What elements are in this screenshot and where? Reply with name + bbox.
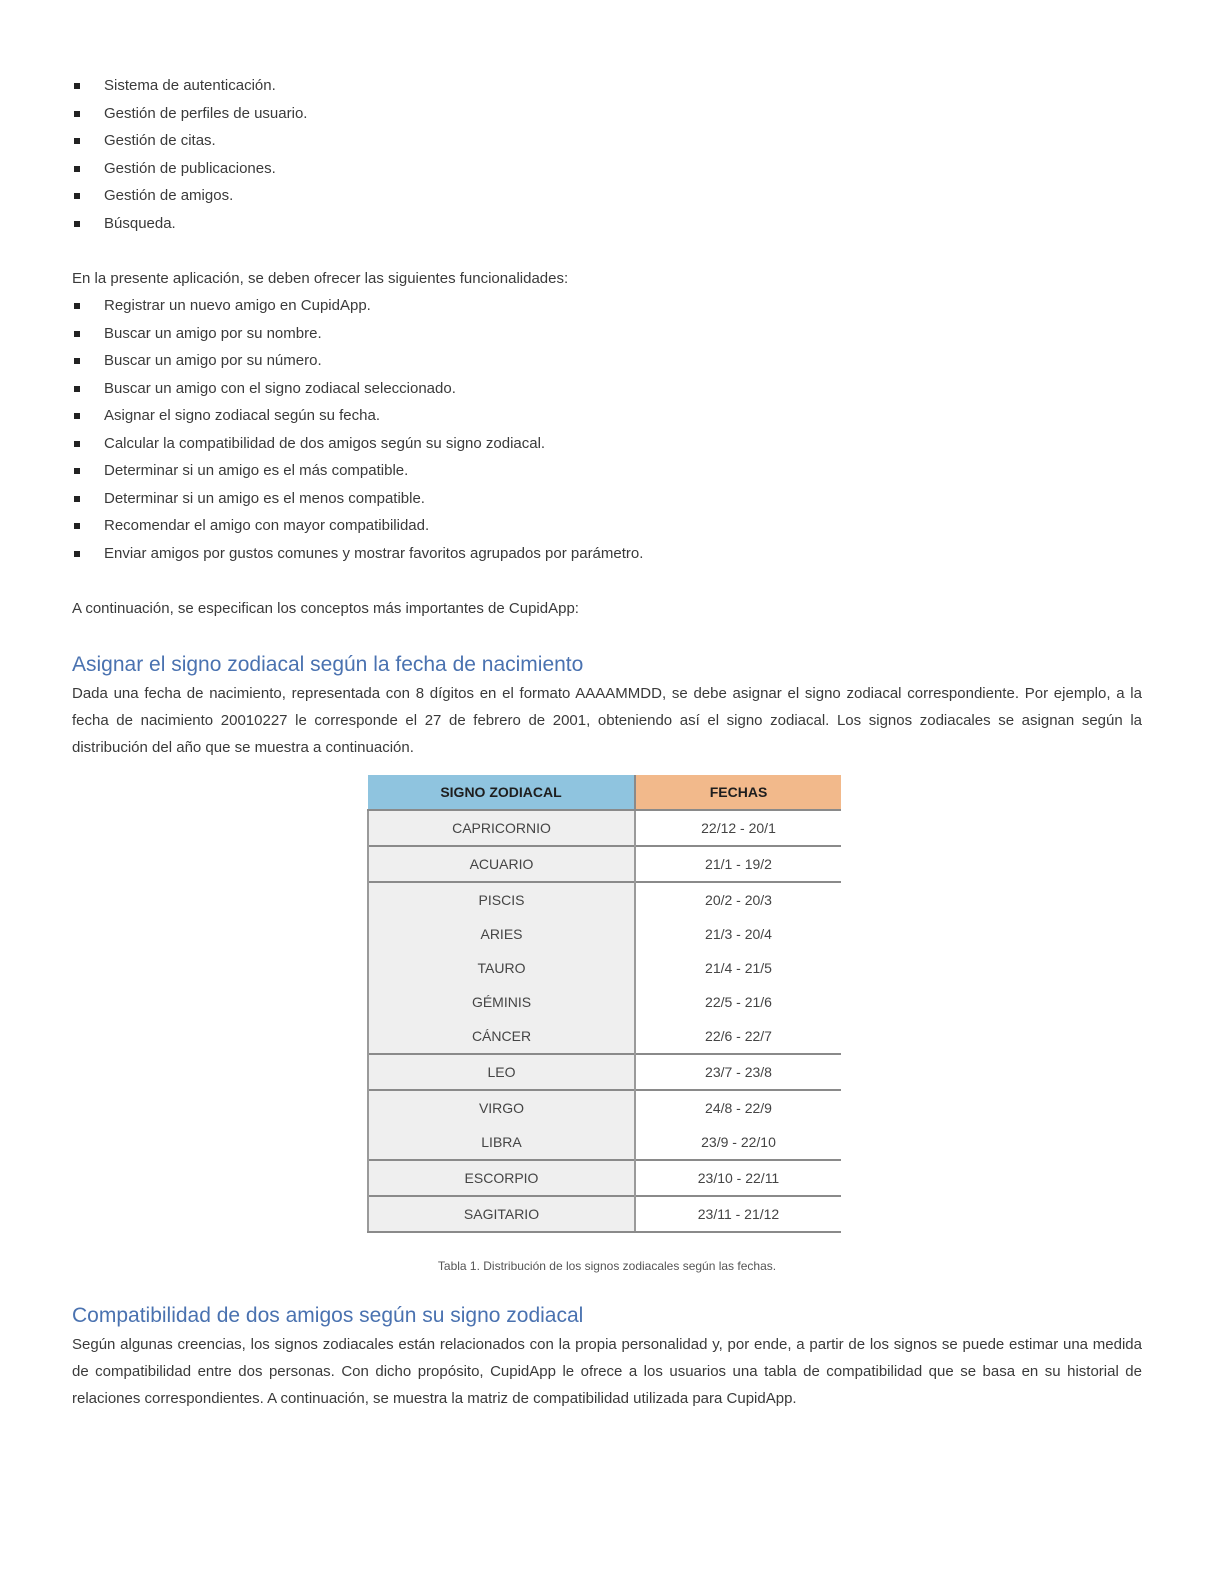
list-item: Sistema de autenticación. xyxy=(72,72,1142,100)
sign-cell: PISCIS xyxy=(368,882,635,917)
list-item: Buscar un amigo por su número. xyxy=(72,347,1142,375)
list-item: Enviar amigos por gustos comunes y mostrar favoritos agrupados por parámetro. xyxy=(72,540,1142,568)
list-item: Buscar un amigo por su nombre. xyxy=(72,320,1142,348)
table-row xyxy=(368,917,841,951)
list-item: Determinar si un amigo es el menos compatible. xyxy=(72,485,1142,513)
table-header-sign: SIGNO ZODIACAL xyxy=(368,775,635,810)
sign-cell: TAURO xyxy=(368,951,635,985)
functionalities-list xyxy=(72,292,1142,567)
table-row xyxy=(368,985,841,1019)
table-row xyxy=(368,1125,841,1160)
table-row xyxy=(368,1160,841,1196)
table-row xyxy=(368,846,841,882)
table-header-dates: FECHAS xyxy=(635,775,841,810)
dates-cell: 22/12 - 20/1 xyxy=(701,820,776,836)
sign-cell: ACUARIO xyxy=(368,846,635,882)
list-item: Búsqueda. xyxy=(72,210,1142,238)
section-heading-zodiac-assignment: Asignar el signo zodiacal según la fecha de nacimiento xyxy=(72,653,584,676)
dates-cell: 23/10 - 22/11 xyxy=(635,1160,841,1196)
dates-cell: 23/7 - 23/8 xyxy=(635,1054,841,1090)
table-header-row xyxy=(368,775,841,810)
section-heading-compatibility: Compatibilidad de dos amigos según su signo zodiacal xyxy=(72,1304,584,1327)
zodiac-table-wrapper xyxy=(367,775,841,1233)
concepts-intro: A continuación, se especifican los conceptos más importantes de CupidApp: xyxy=(72,600,579,617)
list-item: Gestión de perfiles de usuario. xyxy=(72,100,1142,128)
table-row xyxy=(368,810,841,846)
dates-cell: 21/3 - 20/4 xyxy=(705,926,772,942)
dates-cell: 24/8 - 22/9 xyxy=(635,1090,841,1125)
sign-cell: CÁNCER xyxy=(368,1019,635,1054)
sign-cell: LEO xyxy=(368,1054,635,1090)
list-item: Gestión de citas. xyxy=(72,127,1142,155)
list-item: Registrar un nuevo amigo en CupidApp. xyxy=(72,292,1142,320)
dates-cell: 21/1 - 19/2 xyxy=(635,846,841,882)
table-row xyxy=(368,1196,841,1232)
table-row xyxy=(368,951,841,985)
table-row xyxy=(368,882,841,917)
list-item: Asignar el signo zodiacal según su fecha. xyxy=(72,402,1142,430)
sign-cell: CAPRICORNIO xyxy=(368,810,635,846)
page-content xyxy=(72,72,1142,1412)
list-item: Buscar un amigo con el signo zodiacal seleccionado. xyxy=(72,375,1142,403)
zodiac-dates-table xyxy=(367,775,841,1233)
sign-cell: LIBRA xyxy=(368,1125,635,1160)
table-row xyxy=(368,1054,841,1090)
dates-cell: 22/6 - 22/7 xyxy=(705,1028,772,1044)
sign-cell: ESCORPIO xyxy=(368,1160,635,1196)
table-caption: Tabla 1. Distribución de los signos zodiacales según las fechas. xyxy=(437,1259,777,1273)
list-item: Calcular la compatibilidad de dos amigos según su signo zodiacal. xyxy=(72,430,1142,458)
dates-cell: 22/5 - 21/6 xyxy=(705,994,772,1010)
features-list xyxy=(72,72,1142,237)
sign-cell: GÉMINIS xyxy=(368,985,635,1019)
dates-cell: 23/11 - 21/12 xyxy=(635,1196,841,1232)
section-paragraph-zodiac-assignment: Dada una fecha de nacimiento, representada con 8 dígitos en el formato AAAAMMDD, se debe asignar el signo zodiacal correspondiente. Por ejemplo, a la fecha de nacimiento 20010227 le corresponde el 27 de febrero de 2001, obteniendo así el signo zodiacal. Los signos zodiacales se asignan según la distribución del año que se muestra a continuación. xyxy=(72,685,1142,756)
table-row xyxy=(368,1019,841,1054)
sign-cell: ARIES xyxy=(368,917,635,951)
table-row xyxy=(368,1090,841,1125)
list-item: Determinar si un amigo es el más compatible. xyxy=(72,457,1142,485)
sign-cell: VIRGO xyxy=(368,1090,635,1125)
dates-cell: 20/2 - 20/3 xyxy=(635,882,841,917)
list-item: Gestión de publicaciones. xyxy=(72,155,1142,183)
section-paragraph-compatibility: Según algunas creencias, los signos zodiacales están relacionados con la propia personalidad y, por ende, a partir de los signos se puede estimar una medida de compatibilidad entre dos personas. Con dicho propósito, CupidApp le ofrece a los usuarios una tabla de compatibilidad que se basa en su historial de relaciones correspondientes. A continuación, se muestra la matriz de compatibilidad utilizada para CupidApp. xyxy=(72,1336,1142,1407)
dates-cell: 21/4 - 21/5 xyxy=(705,960,772,976)
functionalities-intro: En la presente aplicación, se deben ofrecer las siguientes funcionalidades: xyxy=(72,270,569,287)
dates-cell: 23/9 - 22/10 xyxy=(701,1134,776,1150)
sign-cell: SAGITARIO xyxy=(368,1196,635,1232)
list-item: Recomendar el amigo con mayor compatibilidad. xyxy=(72,512,1142,540)
list-item: Gestión de amigos. xyxy=(72,182,1142,210)
table-body xyxy=(368,810,841,1232)
